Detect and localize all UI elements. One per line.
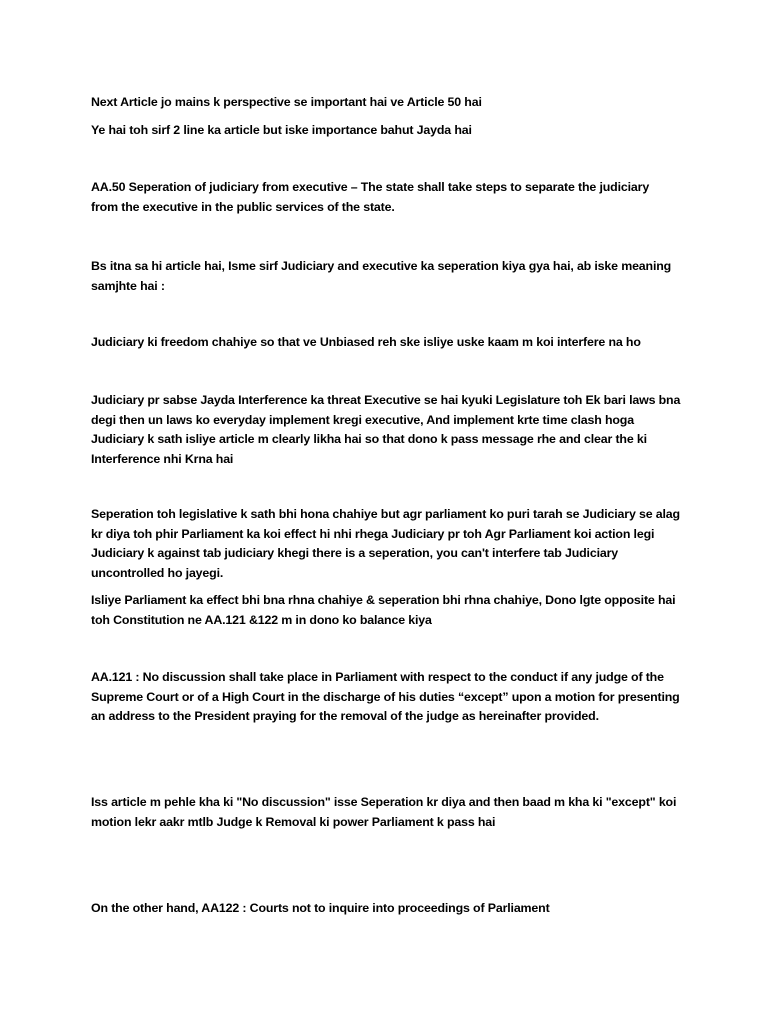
paragraph-line: Iss article m pehle kha ki "No discussion" isse Seperation kr diya and then baad m kha ki "except" koi <box>91 795 677 809</box>
paragraph-11 <box>91 899 691 919</box>
paragraph-line: Judiciary ki freedom chahiye so that ve Unbiased reh ske isliye uske kaam m koi interfere na ho <box>91 335 641 349</box>
paragraph-line: Bs itna sa hi article hai, Isme sirf Judiciary and executive ka seperation kiya gya hai, ab iske meaning <box>91 259 672 273</box>
paragraph-9 <box>91 668 691 727</box>
paragraph-line: Ye hai toh sirf 2 line ka article but iske importance bahut Jayda hai <box>91 123 472 137</box>
paragraph-4 <box>91 257 691 296</box>
paragraph-6 <box>91 391 691 469</box>
paragraph-line: uncontrolled ho jayegi. <box>91 565 224 580</box>
paragraph-line: AA.50 Seperation of judiciary from executive – The state shall take steps to separate the judiciary <box>91 180 650 194</box>
paragraph-3 <box>91 178 691 217</box>
paragraph-line: toh Constitution ne AA.121 &122 m in dono ko balance kiya <box>91 612 432 627</box>
paragraph-line: samjhte hai : <box>91 278 165 293</box>
paragraph-line: Judiciary pr sabse Jayda Interference ka threat Executive se hai kyuki Legislature toh Ek bari laws bna <box>91 393 681 407</box>
paragraph-7 <box>91 505 691 583</box>
paragraph-5 <box>91 333 691 353</box>
paragraph-10 <box>91 793 691 832</box>
paragraph-line: degi then un laws ko everyday implement kregi executive, And implement krte time clash hoga <box>91 412 634 427</box>
paragraph-line: motion lekr aakr mtlb Judge k Removal ki power Parliament k pass hai <box>91 814 496 829</box>
paragraph-line: Judiciary k against tab judiciary khegi there is a seperation, you can't interfere tab Judiciary <box>91 546 619 560</box>
paragraph-line: Supreme Court or of a High Court in the discharge of his duties “except” upon a motion for presenting <box>91 689 680 704</box>
paragraph-line: AA.121 : No discussion shall take place in Parliament with respect to the conduct if any judge of the <box>91 670 664 684</box>
paragraph-line: Seperation toh legislative k sath bhi hona chahiye but agr parliament ko puri tarah se Judiciary se alag <box>91 507 680 521</box>
paragraph-line: an address to the President praying for the removal of the judge as hereinafter provided. <box>91 709 599 723</box>
paragraph-line: Next Article jo mains k perspective se important hai ve Article 50 hai <box>91 95 482 109</box>
paragraph-2 <box>91 121 691 141</box>
paragraph-line: from the executive in the public services of the state. <box>91 199 395 214</box>
paragraph-line: Interference nhi Krna hai <box>91 451 234 466</box>
paragraph-1 <box>91 93 691 113</box>
paragraph-line: On the other hand, AA122 : Courts not to inquire into proceedings of Parliament <box>91 901 550 915</box>
paragraph-line: Judiciary k sath isliye article m clearly likha hai so that dono k pass message rhe and clear the ki <box>91 432 647 446</box>
paragraph-8 <box>91 591 691 630</box>
paragraph-line: Isliye Parliament ka effect bhi bna rhna chahiye & seperation bhi rhna chahiye, Dono lgte opposite hai <box>91 593 676 607</box>
paragraph-line: kr diya toh phir Parliament ka koi effect hi nhi rhega Judiciary pr toh Agr Parliament koi action legi <box>91 526 655 541</box>
